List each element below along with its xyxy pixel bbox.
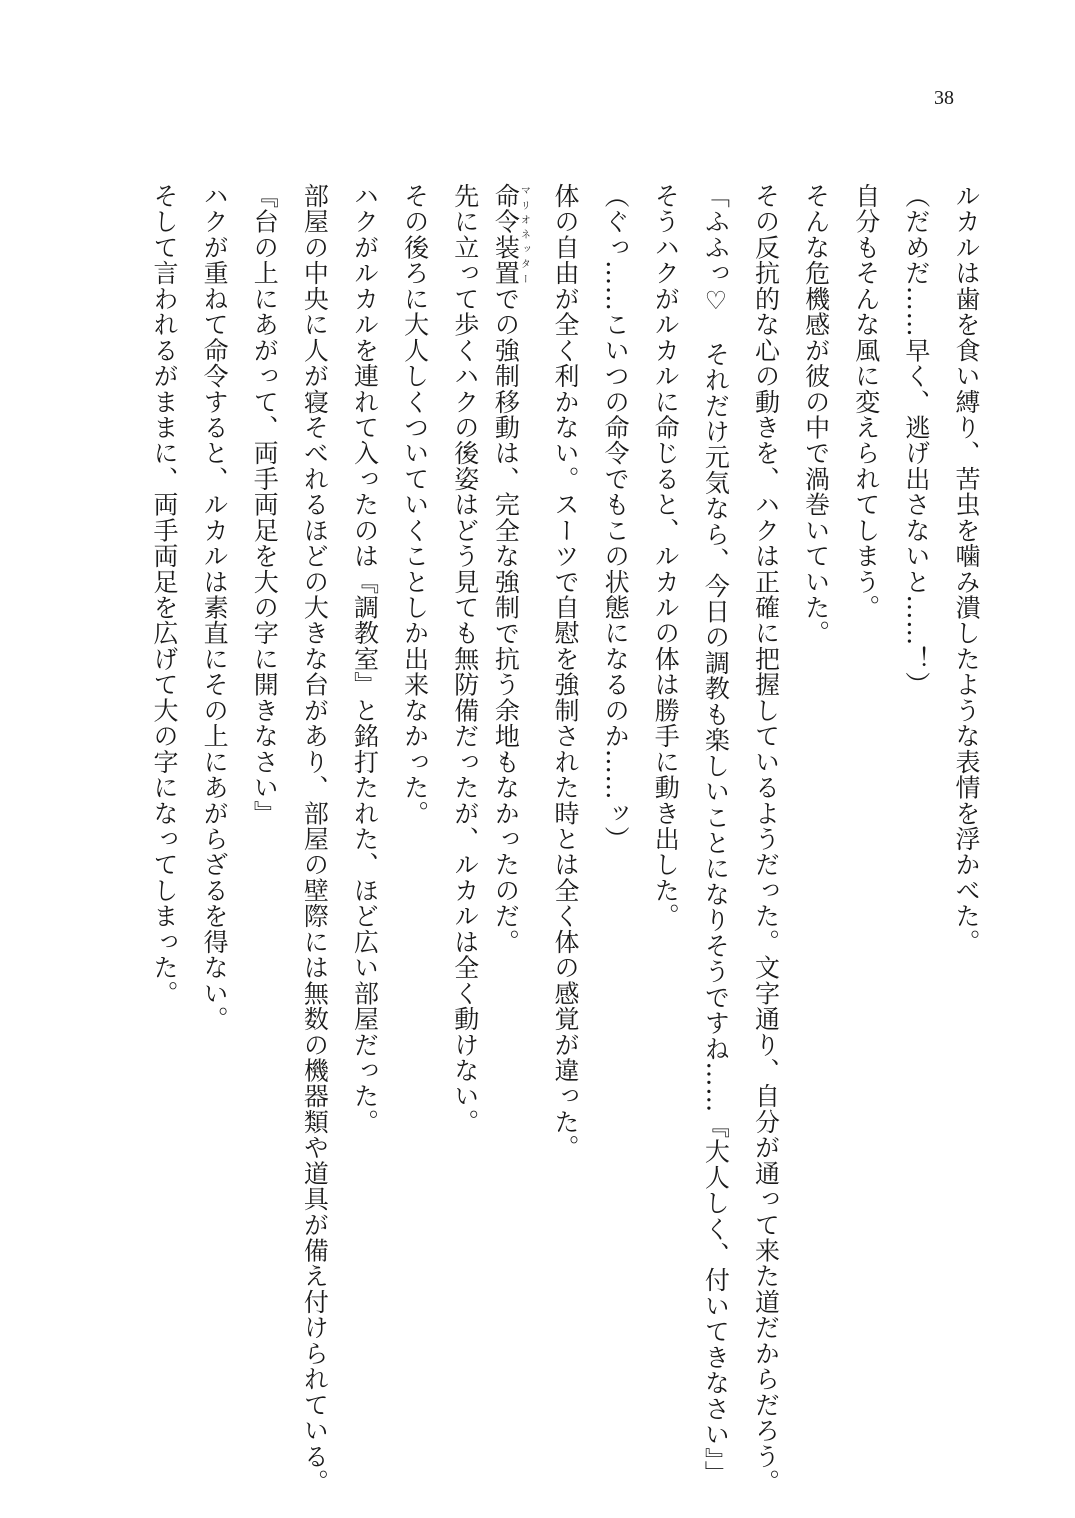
text-line: 『台の上にあがって、両手両足を大の字に開きなさい』 bbox=[250, 183, 280, 826]
text-line: ハクがルカルを連れて入ったのは『調教室』と銘打たれた、ほど広い部屋だった。 bbox=[350, 183, 380, 1135]
text-line: 部屋の中央に人が寝そべれるほどの大きな台があり、部屋の壁際には無数の機器類や道具が備え付けられている。 bbox=[300, 183, 330, 1495]
text-line: ハクが重ねて命令すると、ルカルは素直にその上にあがらざるを得ない。 bbox=[200, 183, 230, 1032]
body-text bbox=[150, 183, 981, 1495]
text-line: （だめだ……早く、逃げ出さないと……！） bbox=[901, 183, 931, 698]
text-line: そして言われるがままに、両手両足を広げて大の字になってしまった。 bbox=[150, 183, 179, 1007]
text-line: ルカルは歯を食い縛り、苦虫を噛み潰したような表情を浮かべた。 bbox=[952, 183, 981, 955]
text-line: （ぐっ……こいつの命令でもこの状態になるのか……ッ） bbox=[601, 183, 631, 852]
ruby-base: 命令装置 bbox=[491, 183, 521, 286]
text-line: そうハクがルカルに命じると、ルカルの体は勝手に動き出した。 bbox=[651, 183, 681, 929]
text-line: 自分もそんな風に変えられてしまう。 bbox=[851, 183, 881, 621]
ruby-line-rest: での強制移動は、完全な強制で抗う余地もなかったのだ。 bbox=[491, 285, 521, 955]
ruby-word bbox=[491, 183, 530, 286]
ruby-reading: マリオネッター bbox=[518, 183, 530, 286]
text-line: その反抗的な心の動きを、ハクは正確に把握しているようだった。文字通り、自分が通って来た道だからだろう。 bbox=[751, 183, 781, 1495]
text-line: 先に立って歩くハクの後姿はどう見ても無防備だったが、ルカルは全く動けない。 bbox=[450, 183, 480, 1135]
text-line: その後ろに大人しくついていくことしか出来なかった。 bbox=[400, 183, 430, 826]
text-line: そんな危機感が彼の中で渦巻いていた。 bbox=[801, 183, 831, 646]
page-number: 38 bbox=[934, 87, 954, 109]
text-line: 体の自由が全く利かない。スーツで自慰を強制された時とは全く体の感覚が違った。 bbox=[551, 183, 580, 1161]
text-line-ruby bbox=[491, 183, 530, 1413]
text-line: 「ふふっ♡ それだけ元気なら、今日の調教も楽しいことになりそうですね……『大人しく、付いてきなさい』」 bbox=[701, 183, 731, 1487]
